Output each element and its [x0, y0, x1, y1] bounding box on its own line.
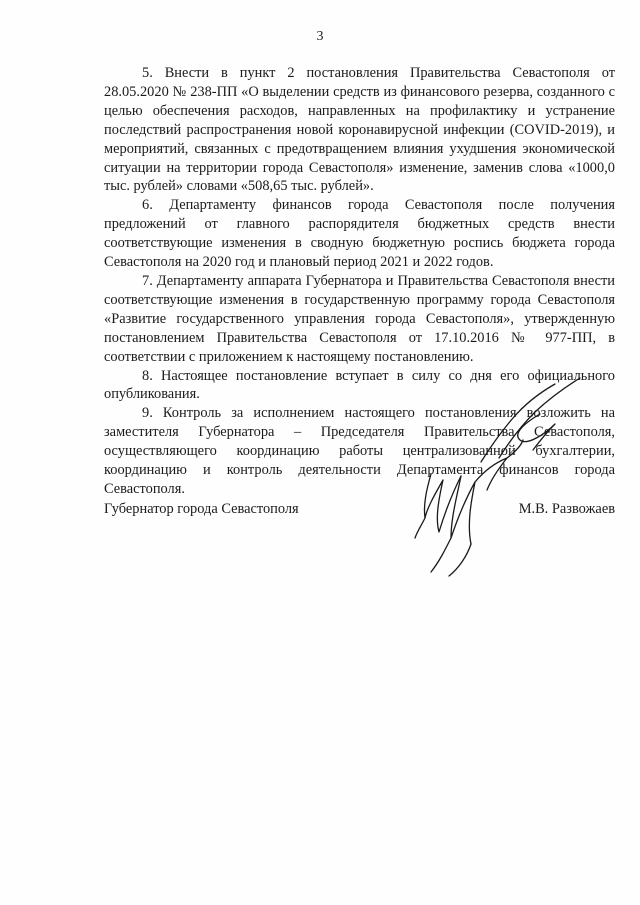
paragraph-6: 6. Департаменту финансов города Севастополя после получения предложений от главного распорядителя бюджетных средств внести соответствующие изменения в сводную бюджетную роспись бюджета города Севастополя на 2020 год и плановый период 2021 и 2022 годов.: [104, 197, 615, 271]
paragraph-8: 8. Настоящее постановление вступает в силу со дня его официального опубликования.: [104, 367, 615, 403]
signer-name: М.В. Развожаев: [518, 501, 615, 517]
paragraph-9: 9. Контроль за исполнением настоящего постановления возложить на заместителя Губернатора – Председателя Правительства Севастополя, осуществляющего координацию работы централизованной бухгалтерии, координацию и контроль деятельности Департамента финансов города Севастополя.: [104, 405, 615, 497]
handwritten-signature-icon: [395, 362, 625, 582]
paragraph-5: 5. Внести в пункт 2 постановления Правительства Севастополя от 28.05.2020 № 238-ПП «О выделении средств из финансового резерва, созданного с целью обеспечения расходов, направленных на профилактику и устранение последствий распространения новой коронавирусной инфекции (COVID-2019), и мероприятий, связанных с предотвращением влияния ухудшения экономической ситуации на территории города Севастополя» изменение, заменив слова «1000,0 тыс. рублей» словами «508,65 тыс. рублей».: [104, 65, 615, 195]
signer-title: Губернатор города Севастополя: [104, 501, 299, 517]
page-number: 3: [316, 29, 324, 44]
paragraph-7: 7. Департаменту аппарата Губернатора и Правительства Севастополя внести соответствующие изменения в государственную программу города Севастополя «Развитие государственного управления города Севастополя», утвержденную постановлением Правительства Севастополя от 17.10.2016 № 977-ПП, в соответствии с приложением к настоящему постановлению.: [104, 272, 615, 365]
